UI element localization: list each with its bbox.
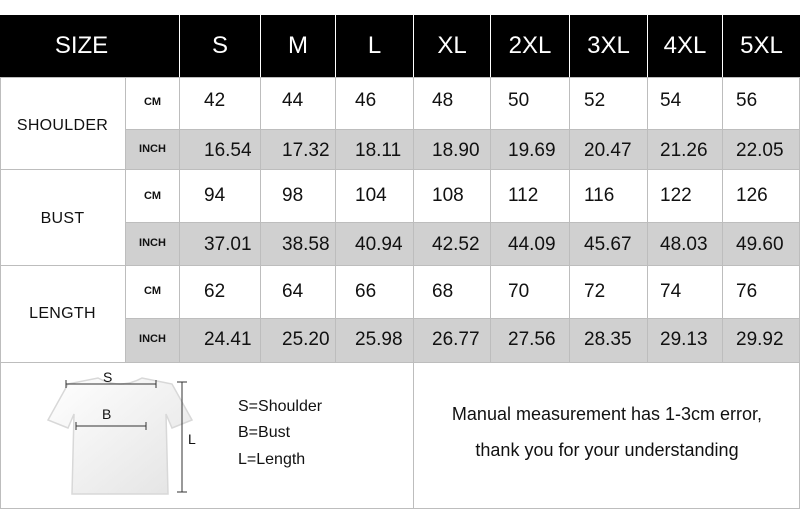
unit-inch: INCH (139, 333, 166, 345)
value-cell: 94 (204, 185, 226, 206)
unit-cm: CM (143, 96, 162, 108)
value-cell: 24.41 (204, 329, 252, 350)
value-cell: 70 (508, 281, 530, 302)
value-cell: 68 (432, 281, 454, 302)
value-cell: 44 (282, 90, 304, 111)
value-cell: 54 (660, 90, 682, 111)
value-cell: 64 (282, 281, 304, 302)
value-cell: 45.67 (584, 234, 632, 255)
value-cell: 25.98 (355, 329, 403, 350)
note-line-2: thank you for your understanding (475, 440, 739, 460)
note-line-1: Manual measurement has 1-3cm error, (451, 404, 763, 424)
size-col-header: 2XL (491, 15, 569, 77)
value-cell: 17.32 (282, 140, 330, 161)
bust-marker: B (102, 406, 112, 422)
value-cell: 37.01 (204, 234, 252, 255)
value-cell: 126 (736, 185, 768, 206)
value-cell: 46 (355, 90, 377, 111)
value-cell: 20.47 (584, 140, 632, 161)
value-cell: 49.60 (736, 234, 784, 255)
size-col-header: 5XL (723, 15, 800, 77)
value-cell: 18.11 (355, 140, 402, 161)
length-marker: L (188, 431, 196, 447)
value-cell: 44.09 (508, 234, 556, 255)
value-cell: 72 (584, 281, 606, 302)
value-cell: 104 (355, 185, 387, 206)
value-cell: 29.92 (736, 329, 784, 350)
unit-cm: CM (143, 190, 162, 202)
value-cell: 74 (660, 281, 682, 302)
value-cell: 40.94 (355, 234, 403, 255)
size-col-header: S (180, 15, 260, 77)
value-cell: 42.52 (432, 234, 480, 255)
value-cell: 25.20 (282, 329, 330, 350)
value-cell: 42 (204, 90, 226, 111)
value-cell: 48.03 (660, 234, 708, 255)
value-cell: 98 (282, 185, 304, 206)
row-label-length: LENGTH (29, 305, 96, 322)
value-cell: 26.77 (432, 329, 480, 350)
size-col-header: 4XL (648, 15, 722, 77)
tshirt-outline (48, 378, 192, 494)
shoulder-marker: S (103, 369, 113, 385)
value-cell: 48 (432, 90, 454, 111)
value-cell: 28.35 (584, 329, 632, 350)
value-cell: 21.26 (660, 140, 708, 161)
value-cell: 18.90 (432, 140, 480, 161)
value-cell: 122 (660, 185, 692, 206)
size-header-cell (0, 15, 179, 77)
value-cell: 112 (508, 185, 539, 206)
value-cell: 16.54 (204, 140, 252, 161)
value-cell: 38.58 (282, 234, 330, 255)
size-header-label: SIZE (54, 32, 109, 59)
value-cell: 108 (432, 185, 464, 206)
value-cell: 50 (508, 90, 530, 111)
row-label-shoulder: SHOULDER (16, 117, 109, 134)
value-cell: 56 (736, 90, 758, 111)
value-cell: 29.13 (660, 329, 708, 350)
size-col-header: L (336, 15, 413, 77)
value-cell: 22.05 (736, 140, 784, 161)
legend-length: L=Length (238, 451, 306, 468)
value-cell: 19.69 (508, 140, 556, 161)
legend-bust: B=Bust (238, 424, 291, 441)
value-cell: 27.56 (508, 329, 556, 350)
size-col-header: 3XL (570, 15, 647, 77)
size-col-header: M (261, 15, 335, 77)
legend-shoulder: S=Shoulder (238, 398, 323, 415)
value-cell: 116 (584, 185, 615, 206)
value-cell: 52 (584, 90, 606, 111)
value-cell: 76 (736, 281, 758, 302)
row-label-bust: BUST (40, 210, 85, 227)
value-cell: 62 (204, 281, 226, 302)
size-col-header: XL (414, 15, 490, 77)
value-cell: 66 (355, 281, 377, 302)
unit-cm: CM (143, 285, 162, 297)
unit-inch: INCH (139, 237, 166, 249)
unit-inch: INCH (139, 143, 166, 155)
